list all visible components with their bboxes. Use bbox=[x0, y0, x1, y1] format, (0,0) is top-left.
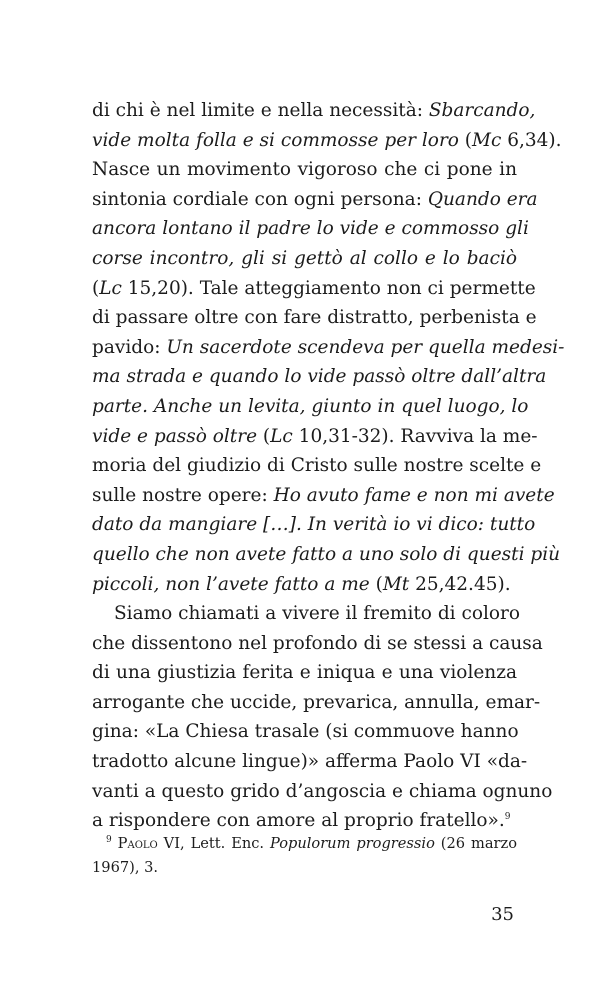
text-line: (Lc 15,20). Tale atteggiamento non ci permette bbox=[92, 277, 536, 299]
footnote-author: Paolo bbox=[111, 835, 158, 852]
text-line: gina: «La Chiesa trasale (si commuove hanno bbox=[92, 721, 519, 743]
page-number: 35 bbox=[491, 904, 514, 925]
text-line: piccoli, non l’avete fatto a me (Mt 25,42.45). bbox=[92, 573, 511, 595]
text-line: vide e passò oltre (Lc 10,31-32). Ravviva la me- bbox=[92, 425, 538, 447]
text-line: ma strada e quando lo vide passò oltre dall’altra bbox=[92, 366, 547, 388]
body-text bbox=[92, 96, 565, 836]
text-line: parte. Anche un levita, giunto in quel luogo, lo bbox=[92, 395, 529, 417]
footnote bbox=[92, 832, 517, 880]
text-line: di passare oltre con fare distratto, perbenista e bbox=[92, 307, 537, 329]
footnote-line: 1967), 3. bbox=[92, 859, 159, 876]
text-line: quello che non avete fatto a uno solo di questi più bbox=[92, 543, 561, 565]
footnote-reference: 9 bbox=[504, 812, 511, 823]
text-line: corse incontro, gli si gettò al collo e lo baciò bbox=[92, 247, 517, 269]
text-line: tradotto alcune lingue)» afferma Paolo VI «da- bbox=[92, 751, 528, 773]
text-line: di una giustizia ferita e iniqua e una violenza bbox=[92, 662, 517, 684]
text-line: sintonia cordiale con ogni persona: Quando era bbox=[92, 188, 538, 210]
text-line: vide molta folla e si commosse per loro (Mc 6,34). bbox=[92, 129, 562, 151]
footnote-marker: 9 bbox=[106, 835, 112, 846]
text-line: di chi è nel limite e nella necessità: Sbarcando, bbox=[92, 100, 536, 121]
text-line: arrogante che uccide, prevarica, annulla, emar- bbox=[92, 691, 541, 713]
footnote-line: $^9$ Paolo VI, Lett. Enc. Populorum progressio (26 marzo bbox=[106, 835, 517, 852]
text-line: che dissentono nel profondo di se stessi a causa bbox=[92, 632, 543, 654]
text-line: pavido: Un sacerdote scendeva per quella medesi- bbox=[92, 336, 565, 358]
text-line: Siamo chiamati a vivere il fremito di coloro bbox=[114, 603, 520, 625]
text-line: dato da mangiare […]. In verità io vi dico: tutto bbox=[92, 514, 536, 536]
text-line: sulle nostre opere: Ho avuto fame e non mi avete bbox=[92, 484, 555, 506]
text-line: moria del giudizio di Cristo sulle nostre scelte e bbox=[92, 455, 542, 477]
text-line: a rispondere con amore al proprio fratello».$^9$ bbox=[92, 810, 511, 832]
text-line: vanti a questo grido d’angoscia e chiama ognuno bbox=[92, 780, 553, 802]
text-line: ancora lontano il padre lo vide e commosso gli bbox=[92, 218, 529, 240]
footnote-title: Populorum progressio bbox=[270, 835, 435, 852]
text-line: Nasce un movimento vigoroso che ci pone in bbox=[92, 159, 517, 181]
